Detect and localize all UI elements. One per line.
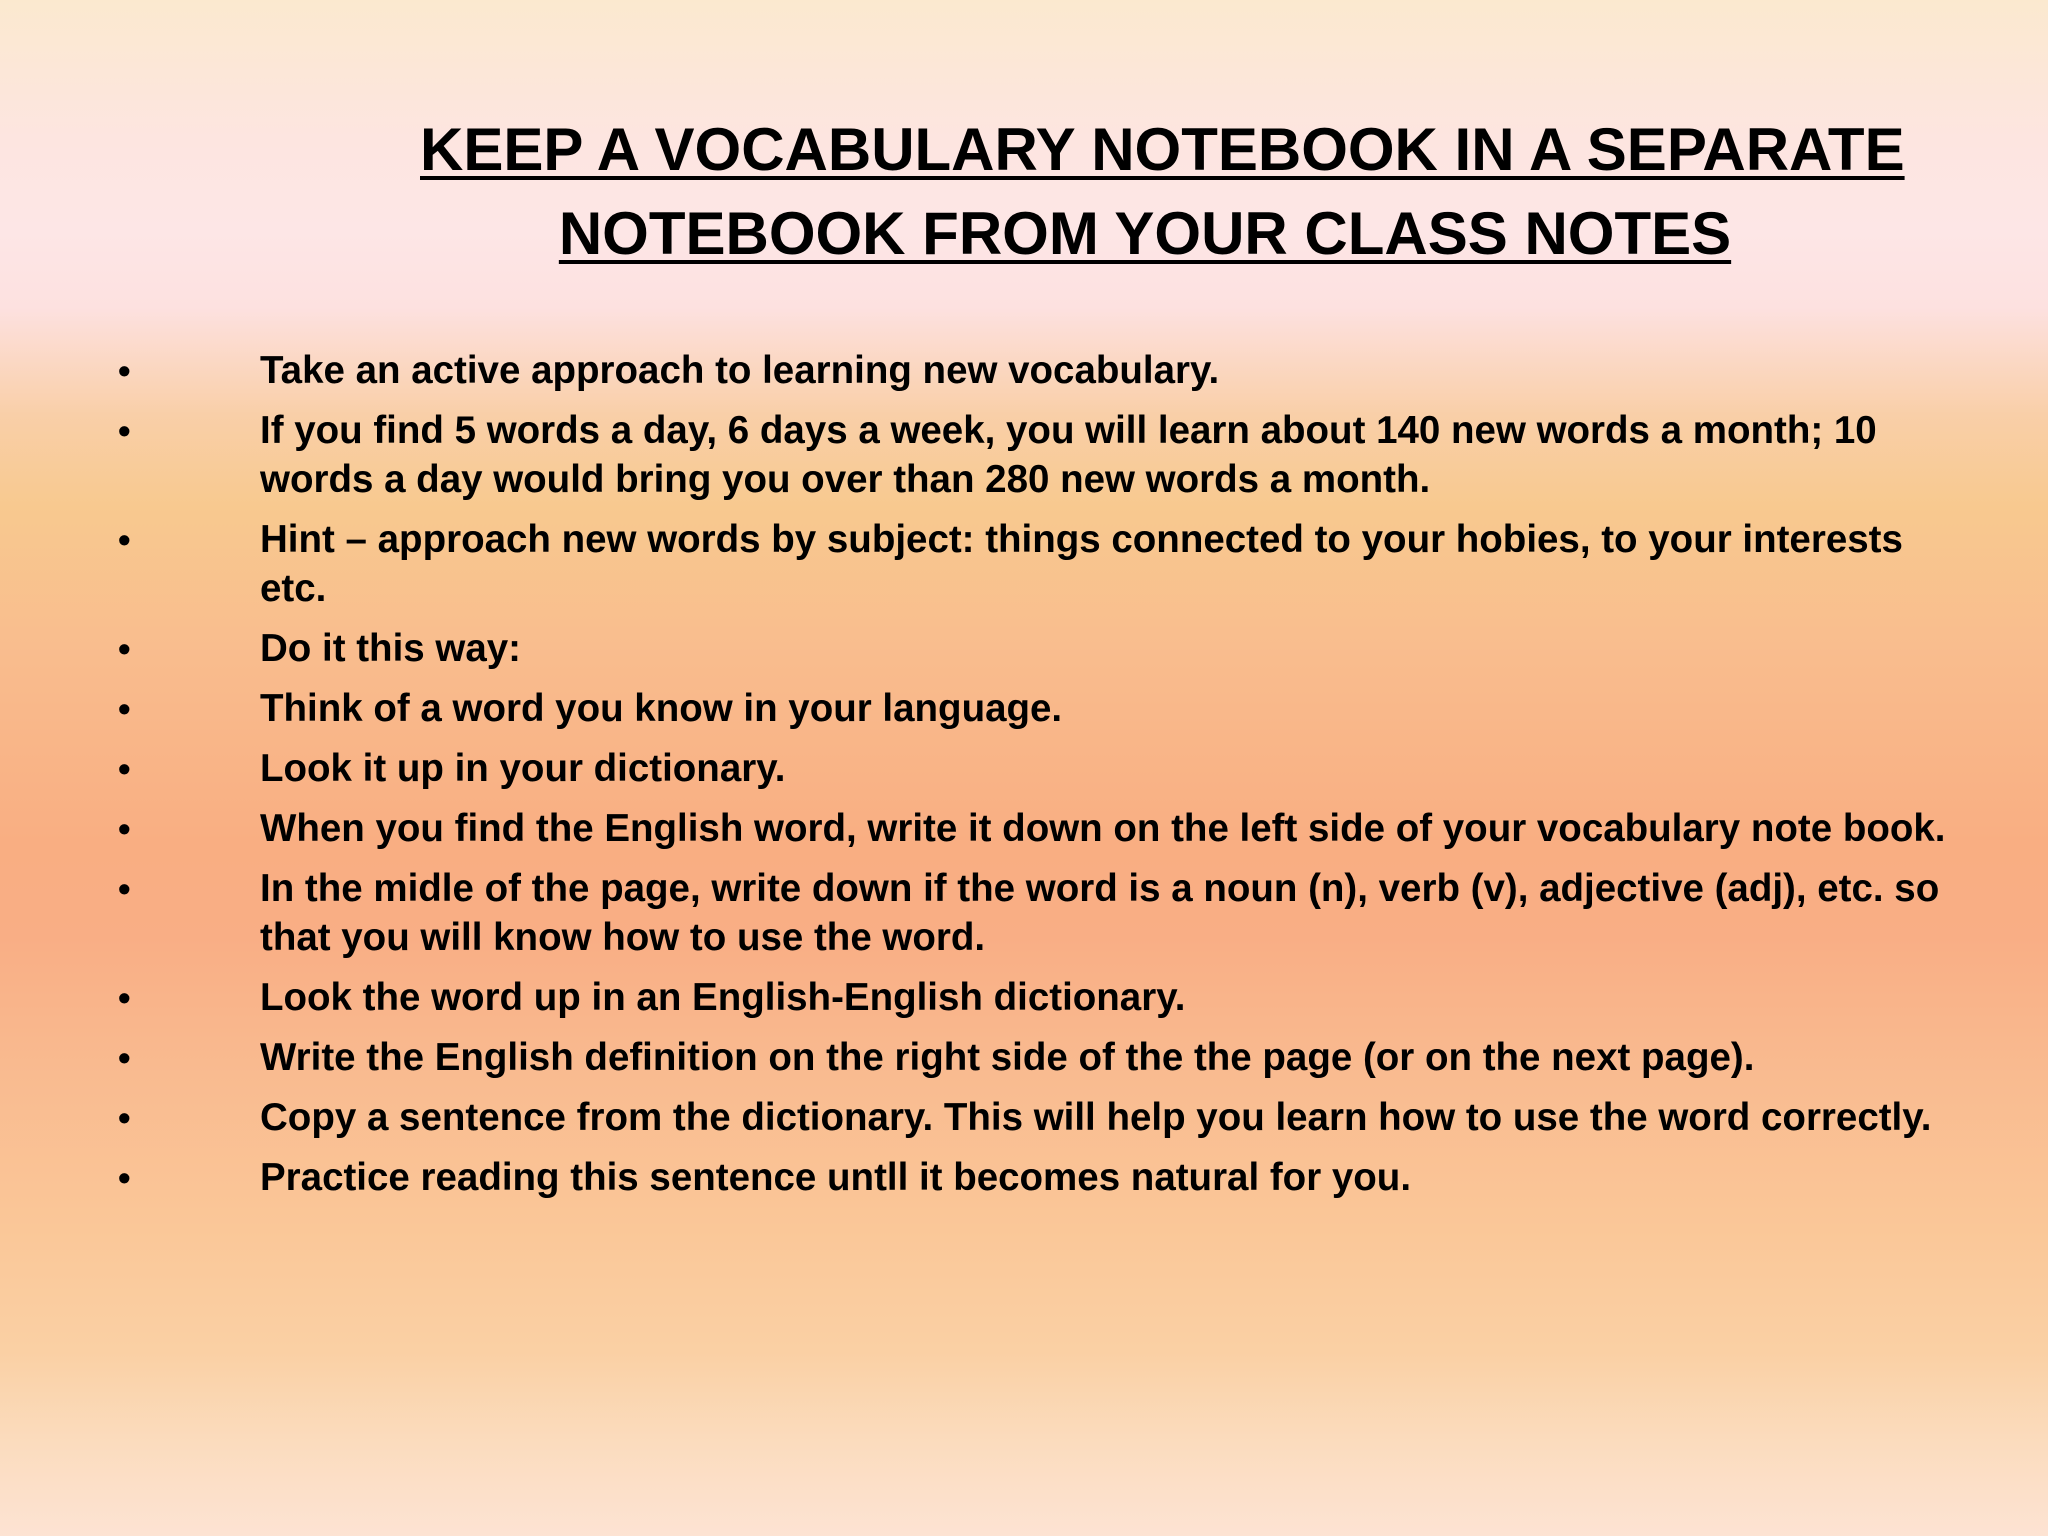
bullet-icon: • (118, 688, 131, 729)
title-line-2-text: NOTEBOOK FROM YOUR CLASS NOTES (558, 200, 1732, 267)
slide-title (420, 108, 1905, 276)
title-line-1-text: KEEP A VOCABULARY NOTEBOOK IN A SEPARATE (420, 116, 1905, 183)
title-line-1 (420, 108, 1905, 192)
bullet-icon: • (118, 1097, 131, 1138)
bullet-text: Write the English definition on the right side of the the page (or on the next page). (260, 1036, 1755, 1079)
bullet-icon: • (118, 808, 131, 849)
bullet-icon: • (118, 868, 131, 909)
bullet-item (118, 515, 1948, 613)
bullet-text: Take an active approach to learning new vocabulary. (260, 349, 1220, 392)
bullet-icon: • (118, 628, 131, 669)
bullet-text: Look it up in your dictionary. (260, 747, 786, 790)
bullet-icon: • (118, 748, 131, 789)
bullet-text: Hint – approach new words by subject: things connected to your hobies, to your interests etc. (260, 518, 1903, 610)
bullet-text: Copy a sentence from the dictionary. This will help you learn how to use the word correctly. (260, 1096, 1932, 1139)
bullet-item (118, 346, 1948, 395)
bullet-item (118, 684, 1948, 733)
bullet-text: Do it this way: (260, 627, 521, 670)
bullet-item (118, 624, 1948, 673)
bullet-icon: • (118, 1157, 131, 1198)
bullet-icon: • (118, 977, 131, 1018)
bullet-item (118, 744, 1948, 793)
bullet-item (118, 1093, 1948, 1142)
bullet-item (118, 973, 1948, 1022)
bullet-text: Think of a word you know in your language. (260, 687, 1063, 730)
bullet-icon: • (118, 519, 131, 560)
bullet-text: If you find 5 words a day, 6 days a week, you will learn about 140 new words a month; 10 words a day would bring you over than 280 new words a month. (260, 409, 1877, 501)
bullet-text: Practice reading this sentence untll it becomes natural for you. (260, 1156, 1412, 1199)
bullet-item (118, 864, 1948, 962)
bullet-icon: • (118, 1037, 131, 1078)
bullet-item (118, 1033, 1948, 1082)
bullet-text: Look the word up in an English-English dictionary. (260, 976, 1186, 1019)
bullet-icon: • (118, 410, 131, 451)
title-line-2 (420, 192, 1870, 276)
bullet-item (118, 1153, 1948, 1202)
bullet-item (118, 804, 1948, 853)
bullet-list (118, 346, 1948, 1213)
bullet-icon: • (118, 350, 131, 391)
bullet-text: In the midle of the page, write down if the word is a noun (n), verb (v), adjective (adj), etc. so that you will know how to use the word. (260, 867, 1940, 959)
bullet-item (118, 406, 1948, 504)
bullet-text: When you find the English word, write it down on the left side of your vocabulary note book. (260, 807, 1946, 850)
